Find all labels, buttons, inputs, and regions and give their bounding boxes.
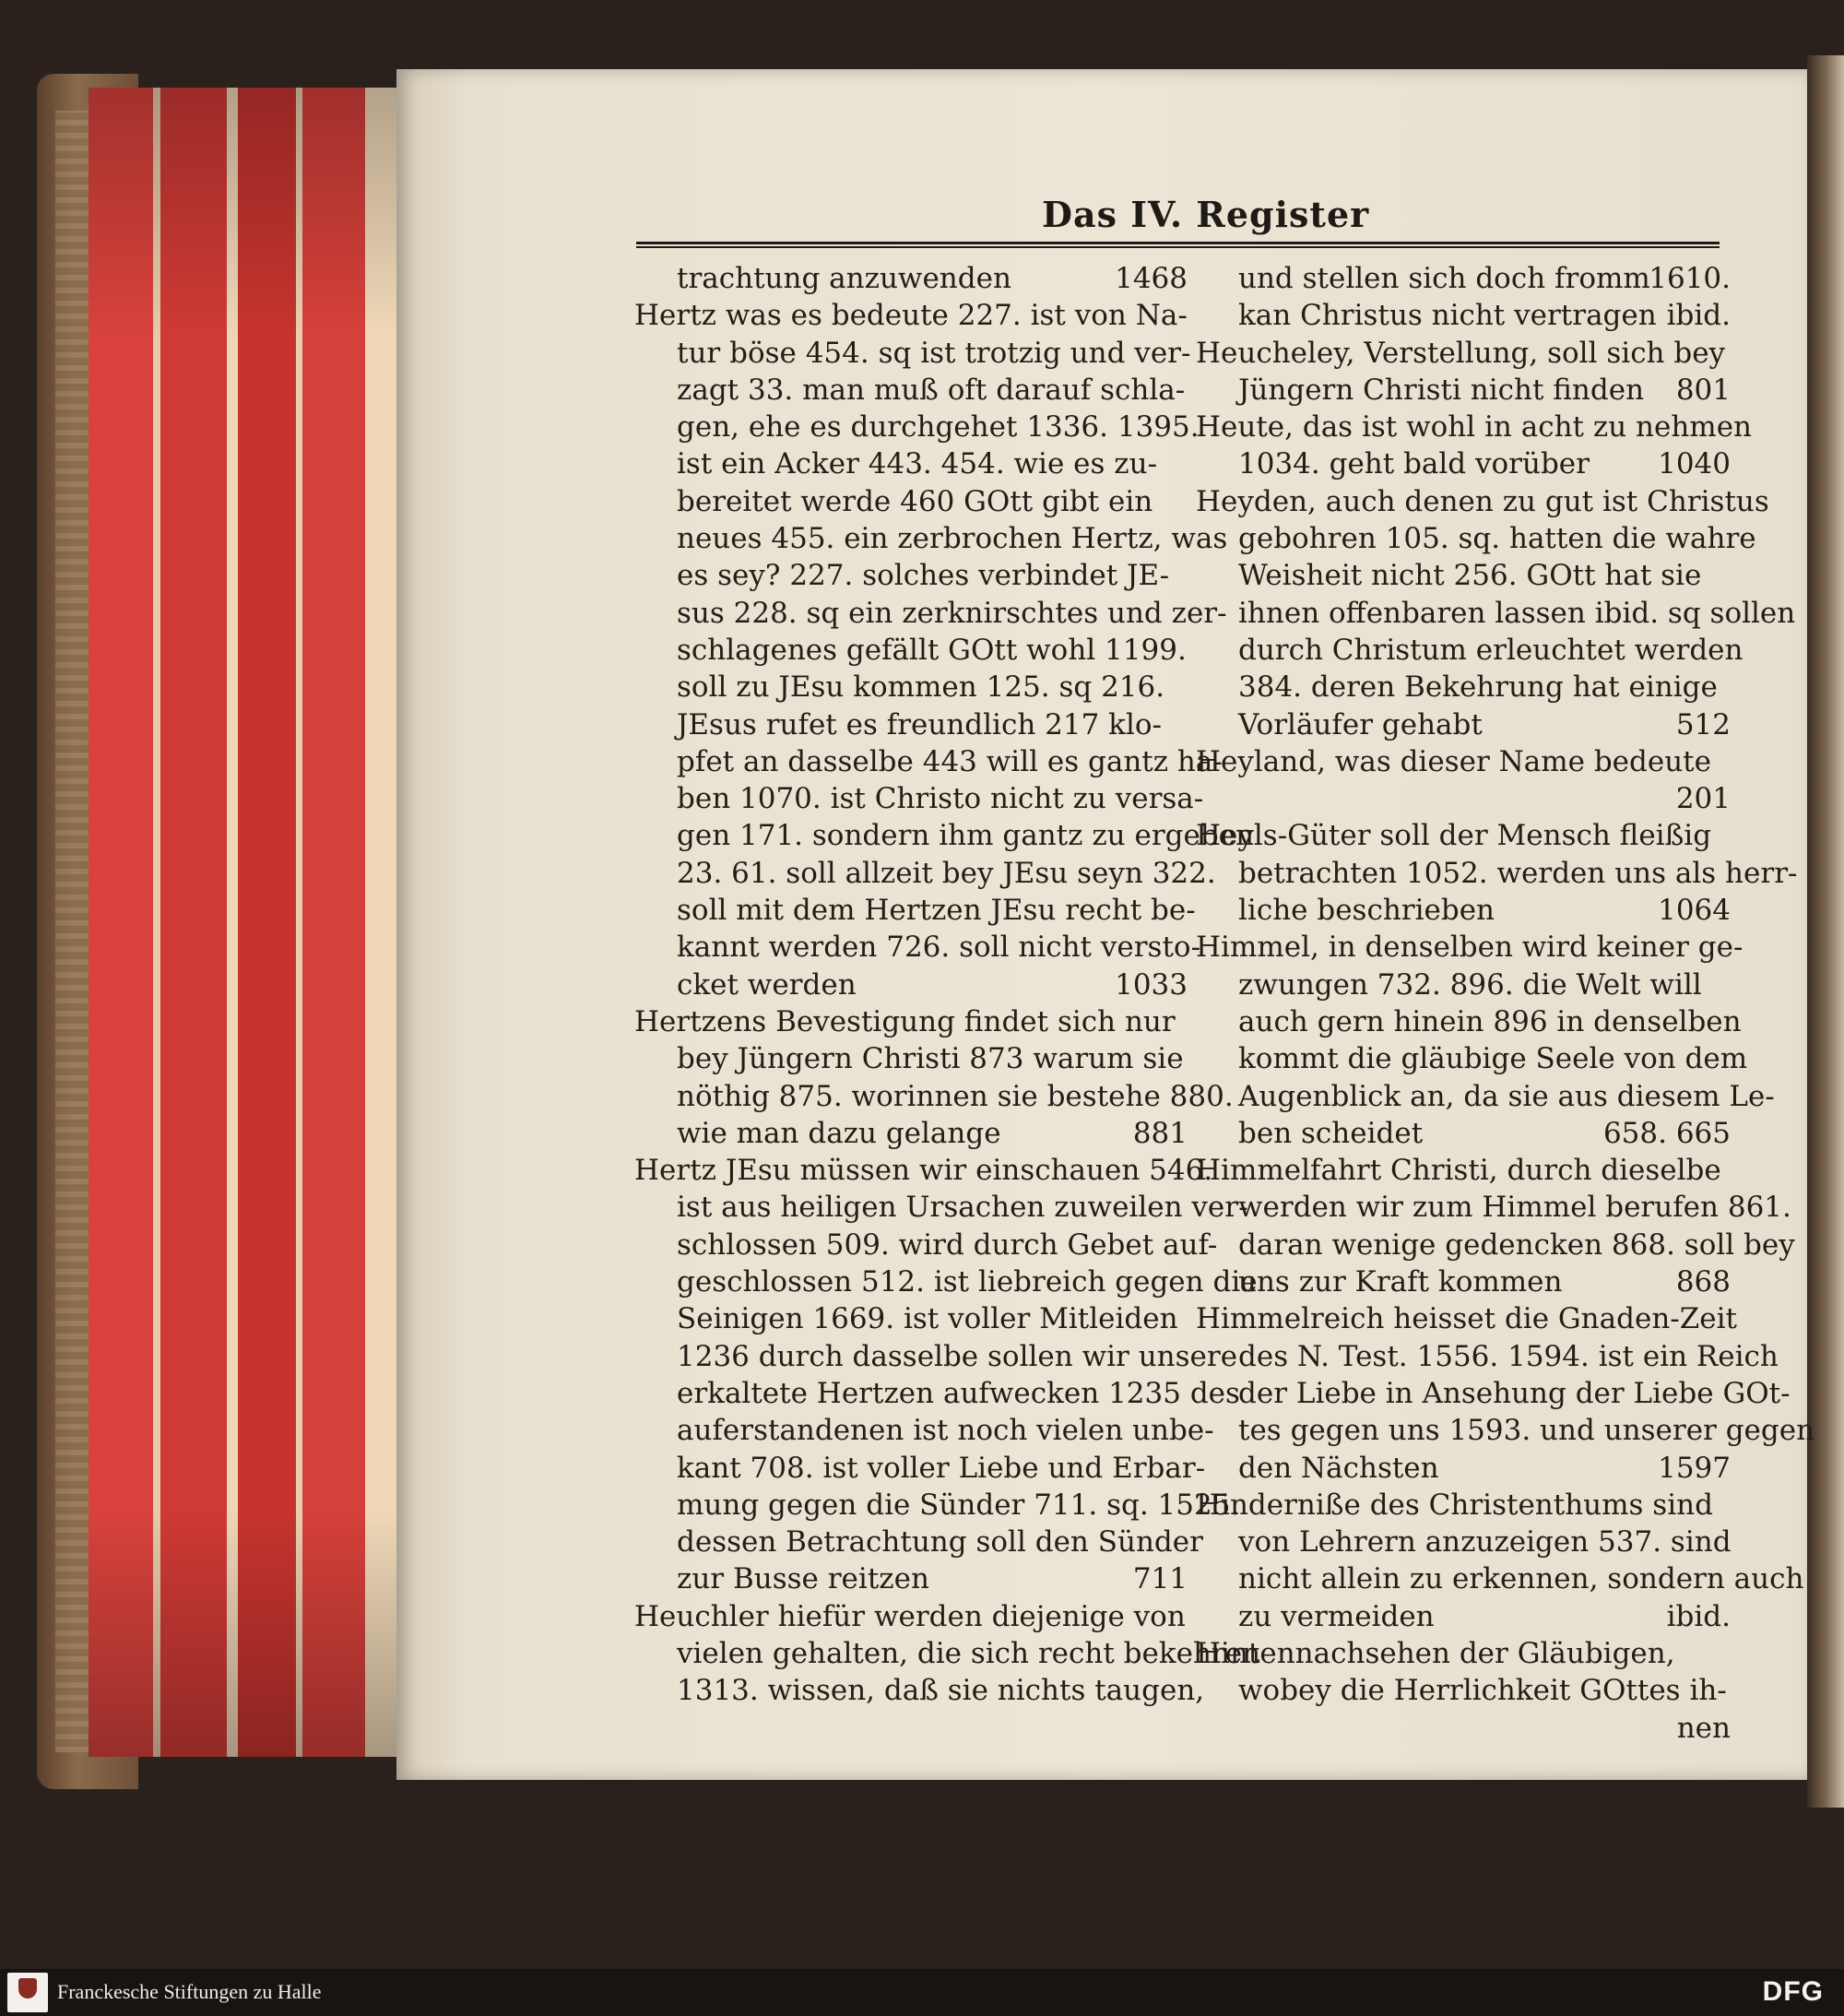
index-text: ist ein Acker 443. 454. wie es zu- <box>677 447 1158 481</box>
index-text: uns zur Kraft kommen <box>1238 1265 1563 1299</box>
index-line <box>1196 1078 1775 1115</box>
index-text: wie man dazu gelange <box>677 1116 1001 1150</box>
index-entry <box>1196 817 1731 854</box>
page-reference: 512 <box>1675 707 1731 741</box>
index-text: Heyls-Güter soll der Mensch fleißig <box>1196 819 1712 853</box>
index-line <box>634 706 1188 743</box>
index-line <box>1196 520 1756 557</box>
index-text: geschlossen 512. ist liebreich gegen die <box>677 1265 1258 1299</box>
index-line <box>634 1078 1234 1115</box>
index-text: soll mit dem Hertzen JEsu recht be- <box>677 894 1196 928</box>
index-text: Hertz JEsu müssen wir einschauen 546. <box>634 1154 1213 1188</box>
index-line <box>1196 632 1744 669</box>
index-line <box>634 1040 1188 1077</box>
index-text: bereitet werde 460 GOtt gibt ein <box>677 484 1153 518</box>
page-reference: 1468 <box>1115 262 1188 295</box>
index-text: 384. deren Bekehrung hat einige <box>1238 670 1718 705</box>
page-reference: 1610. <box>1649 262 1731 295</box>
left-column <box>634 260 1261 1710</box>
index-entry <box>634 1152 1213 1189</box>
index-line <box>1196 855 1798 892</box>
page-reference: 801 <box>1675 373 1731 407</box>
index-line <box>1196 1115 1731 1152</box>
index-entry <box>1196 1152 1731 1189</box>
index-line <box>634 595 1227 632</box>
index-text: 1236 durch dasselbe sollen wir unsere <box>677 1339 1238 1373</box>
index-text: Himmel, in denselben wird keiner ge- <box>1196 931 1744 965</box>
index-text: vielen gehalten, die sich recht bekehren <box>677 1636 1261 1670</box>
index-line <box>634 520 1228 557</box>
index-text: zu vermeiden <box>1238 1599 1435 1633</box>
index-text: auferstandenen ist noch vielen unbe- <box>677 1414 1214 1448</box>
index-text: betrachten 1052. werden uns als herr- <box>1238 856 1798 890</box>
index-text: schlossen 509. wird durch Gebet auf- <box>677 1227 1218 1262</box>
index-text: nöthig 875. worinnen sie bestehe 880. <box>677 1079 1234 1113</box>
index-line <box>634 1524 1203 1560</box>
index-line <box>634 855 1216 892</box>
index-text: kan Christus nicht vertragen <box>1238 299 1657 333</box>
index-line <box>1196 1263 1731 1300</box>
page-reference: 868 <box>1675 1265 1731 1299</box>
index-text: von Lehrern anzuzeigen 537. sind <box>1238 1525 1732 1559</box>
index-line <box>634 929 1201 966</box>
index-line <box>1196 557 1731 594</box>
index-line <box>1196 1227 1795 1263</box>
index-line <box>634 1672 1205 1709</box>
index-line <box>634 483 1188 520</box>
index-entry <box>634 1003 1188 1040</box>
index-line <box>1196 669 1731 706</box>
right-column <box>1196 260 1815 1747</box>
index-text: ben 1070. ist Christo nicht zu versa- <box>677 782 1204 816</box>
index-text: tes gegen uns 1593. und unserer gegen <box>1238 1414 1815 1448</box>
index-text: gebohren 105. sq. hatten die wahre <box>1238 522 1756 556</box>
index-line <box>1196 892 1731 929</box>
index-line <box>1196 1040 1748 1077</box>
index-text: Hinderniße des Christenthums sind <box>1196 1488 1713 1522</box>
index-line <box>634 1487 1240 1524</box>
index-text: cket werden <box>677 967 857 1002</box>
index-line <box>1196 1524 1731 1560</box>
index-text: Hertz was es bedeute 227. ist von Na- <box>634 299 1188 333</box>
index-entry <box>1196 1635 1731 1672</box>
index-line <box>1196 1412 1815 1449</box>
index-line <box>634 557 1188 594</box>
index-line <box>1196 1560 1804 1597</box>
index-text: nicht allein zu erkennen, sondern auch <box>1238 1562 1804 1596</box>
page-reference: ibid. <box>1666 1599 1731 1633</box>
index-text: gen 171. sondern ihm gantz zu ergeben <box>677 819 1254 853</box>
index-entry <box>1196 743 1731 780</box>
index-text: den Nächsten <box>1238 1451 1439 1485</box>
page-reference: 658. 665 <box>1602 1116 1731 1150</box>
index-line <box>1196 706 1731 743</box>
index-line <box>634 409 1200 445</box>
index-text: tur böse 454. sq ist trotzig und ver- <box>677 336 1191 370</box>
institution-logo-icon <box>7 1973 48 2012</box>
index-text: werden wir zum Himmel berufen 861. <box>1238 1191 1791 1225</box>
viewer-footer <box>0 1969 1844 2016</box>
index-line <box>634 1300 1188 1337</box>
index-line <box>634 1560 1188 1597</box>
index-line <box>1196 1672 1731 1709</box>
index-entry <box>634 1598 1188 1635</box>
index-line <box>1196 372 1731 409</box>
page-reference: 881 <box>1132 1116 1188 1150</box>
index-text: ist aus heiligen Ursachen zuweilen ver- <box>677 1191 1248 1225</box>
index-text: kommt die gläubige Seele von dem <box>1238 1042 1748 1076</box>
index-text: Heucheley, Verstellung, soll sich bey <box>1196 336 1726 370</box>
index-text: pfet an dasselbe 443 will es gantz ha- <box>677 744 1223 778</box>
index-text: zagt 33. man muß oft darauf schla- <box>677 373 1186 407</box>
index-entry <box>1196 483 1769 520</box>
page-reference: 1597 <box>1658 1451 1731 1485</box>
dfg-logo: DFG <box>1762 1976 1824 2007</box>
index-line <box>634 1338 1238 1375</box>
index-text: durch Christum erleuchtet werden <box>1238 633 1744 667</box>
index-line <box>634 966 1188 1003</box>
index-entry <box>634 297 1188 334</box>
index-text: kannt werden 726. soll nicht versto- <box>677 931 1201 965</box>
page-reference: 1033 <box>1115 967 1188 1002</box>
index-text: trachtung anzuwenden <box>677 262 1011 295</box>
index-entry <box>1196 335 1731 372</box>
index-line <box>634 260 1188 297</box>
page-reference: ibid. <box>1666 299 1731 333</box>
index-line <box>634 892 1196 929</box>
index-text: der Liebe in Ansehung der Liebe GOt- <box>1238 1376 1791 1410</box>
index-line <box>634 743 1223 780</box>
index-line <box>1196 260 1731 297</box>
index-text: JEsus rufet es freundlich 217 klo- <box>677 707 1163 741</box>
index-text: bey Jüngern Christi 873 warum sie <box>677 1042 1184 1076</box>
index-line <box>634 1635 1261 1672</box>
index-text: dessen Betrachtung soll den Sünder <box>677 1525 1203 1559</box>
index-line <box>1196 297 1731 334</box>
index-line <box>1196 1338 1779 1375</box>
index-line <box>1196 445 1731 482</box>
page-reference: 201 <box>1675 782 1731 816</box>
index-text: Heuchler hiefür werden diejenige von <box>634 1599 1186 1633</box>
index-line <box>1196 780 1731 817</box>
page-reference: 711 <box>1132 1562 1188 1596</box>
index-line <box>1196 1450 1731 1487</box>
index-text: sus 228. sq ein zerknirschtes und zer- <box>677 596 1227 630</box>
index-text: Jüngern Christi nicht finden <box>1238 373 1645 407</box>
index-line <box>634 669 1188 706</box>
index-text: und stellen sich doch fromm <box>1238 262 1650 295</box>
index-text: neues 455. ein zerbrochen Hertz, was <box>677 522 1228 556</box>
index-text: wobey die Herrlichkeit GOttes ih- <box>1238 1674 1727 1708</box>
index-text: mung gegen die Sünder 711. sq. 1525. <box>677 1488 1240 1522</box>
index-line <box>634 1263 1258 1300</box>
index-line <box>634 1450 1206 1487</box>
index-entry <box>1196 409 1753 445</box>
index-line <box>634 1189 1248 1226</box>
index-text: ihnen offenbaren lassen ibid. sq sollen <box>1238 596 1796 630</box>
index-text: gen, ehe es durchgehet 1336. 1395. <box>677 410 1200 445</box>
index-line <box>634 632 1188 669</box>
index-entry <box>1196 929 1744 966</box>
index-text: es sey? 227. solches verbindet JE- <box>677 559 1170 593</box>
index-text: Heute, das ist wohl in acht zu nehmen <box>1196 410 1753 445</box>
index-text: auch gern hinein 896 in denselben <box>1238 1004 1742 1038</box>
index-line <box>634 1375 1240 1412</box>
index-text: 23. 61. soll allzeit bey JEsu seyn 322. <box>677 856 1216 890</box>
index-text: 1313. wissen, daß sie nichts taugen, <box>677 1674 1205 1708</box>
page-gutter <box>1807 55 1844 1808</box>
index-text: Hertzens Bevestigung findet sich nur <box>634 1004 1176 1038</box>
index-text: liche beschrieben <box>1238 894 1495 928</box>
index-text: daran wenige gedencken 868. soll bey <box>1238 1227 1795 1262</box>
index-line <box>1196 1375 1791 1412</box>
index-entry <box>1196 1487 1731 1524</box>
index-line <box>1196 1710 1731 1747</box>
index-line <box>634 335 1191 372</box>
index-line <box>634 1115 1188 1152</box>
index-text: Hintennachsehen der Gläubigen, <box>1196 1636 1675 1670</box>
index-text: Himmelfahrt Christi, durch dieselbe <box>1196 1154 1721 1188</box>
index-text: 1034. geht bald vorüber <box>1238 447 1590 481</box>
index-text: zwungen 732. 896. die Welt will <box>1238 967 1702 1002</box>
index-text: kant 708. ist voller Liebe und Erbar- <box>677 1451 1206 1485</box>
index-text: Augenblick an, da sie aus diesem Le- <box>1238 1079 1775 1113</box>
page-reference: nen <box>1676 1711 1731 1745</box>
index-line <box>634 817 1254 854</box>
index-line <box>634 1412 1214 1449</box>
index-text: des N. Test. 1556. 1594. ist ein Reich <box>1238 1339 1779 1373</box>
index-line <box>1196 1598 1731 1635</box>
index-line <box>1196 1189 1791 1226</box>
running-head: Das IV. Register <box>1042 194 1370 235</box>
index-line <box>1196 1003 1742 1040</box>
index-text: Heyden, auch denen zu gut ist Christus <box>1196 484 1769 518</box>
index-text: erkaltete Hertzen aufwecken 1235 des <box>677 1376 1240 1410</box>
index-line <box>634 780 1204 817</box>
header-rule <box>636 242 1720 248</box>
page-reference: 1040 <box>1658 447 1731 481</box>
index-line <box>634 445 1188 482</box>
index-line <box>1196 966 1731 1003</box>
index-text: schlagenes gefällt GOtt wohl 1199. <box>677 633 1187 667</box>
page-reference: 1064 <box>1658 894 1731 928</box>
institution-name: Franckesche Stiftungen zu Halle <box>57 1980 322 2003</box>
index-text: Weisheit nicht 256. GOtt hat sie <box>1238 559 1702 593</box>
index-text: ben scheidet <box>1238 1116 1424 1150</box>
index-text: soll zu JEsu kommen 125. sq 216. <box>677 670 1165 705</box>
index-text: Seinigen 1669. ist voller Mitleiden <box>677 1302 1178 1336</box>
index-text: Vorläufer gehabt <box>1238 707 1483 741</box>
index-line <box>634 372 1188 409</box>
index-text: Heyland, was dieser Name bedeute <box>1196 744 1711 778</box>
index-text: zur Busse reitzen <box>677 1562 929 1596</box>
index-text: Himmelreich heisset die Gnaden-Zeit <box>1196 1302 1738 1336</box>
index-line <box>1196 595 1796 632</box>
index-line <box>634 1227 1218 1263</box>
index-entry <box>1196 1300 1738 1337</box>
